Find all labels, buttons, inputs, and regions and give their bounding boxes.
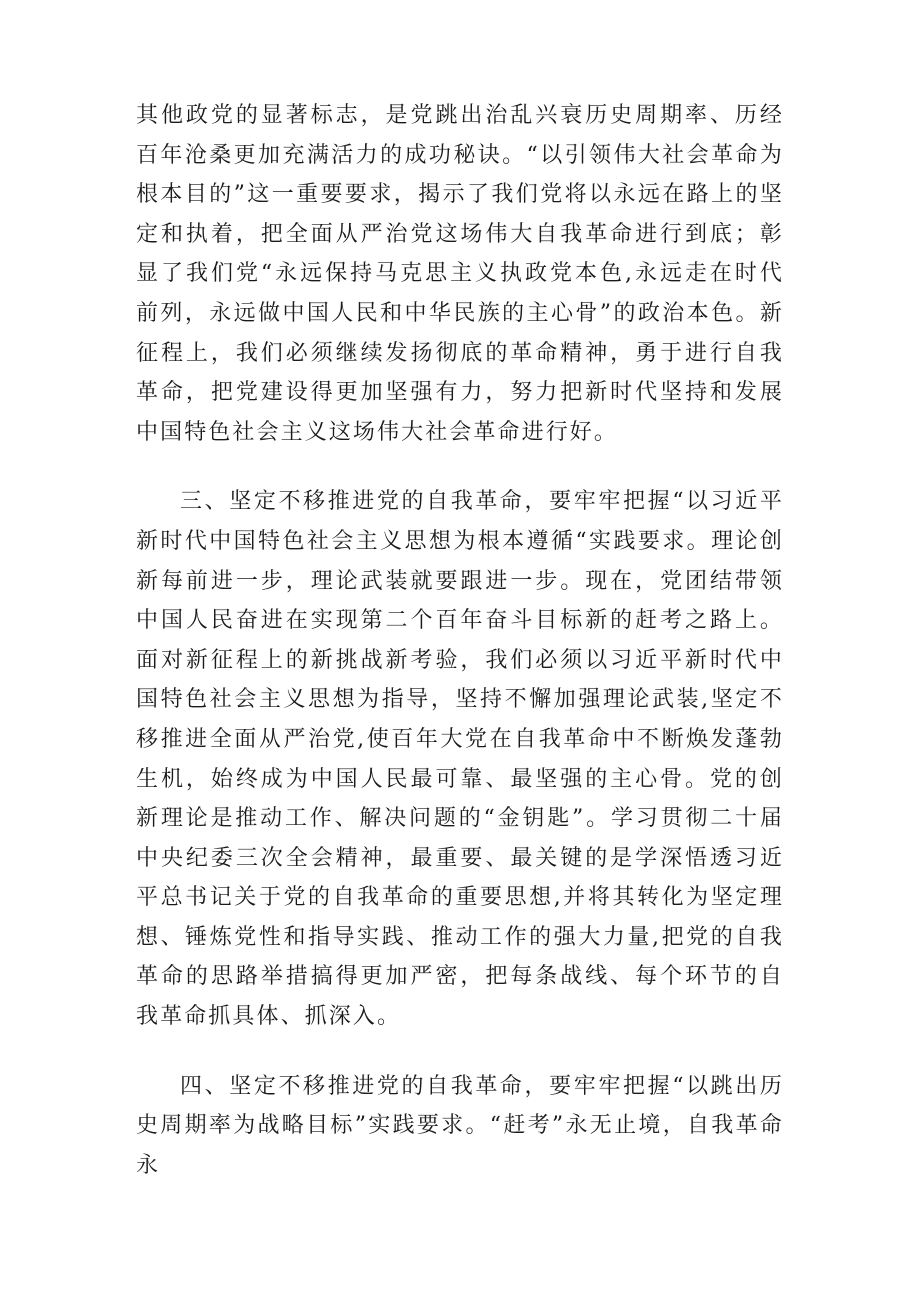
paragraph-section-four: 四、坚定不移推进党的自我革命，要牢牢把握“以跳出历史周期率为战略目标”实践要求。“赶考”永无止境，自我革命永 bbox=[136, 1073, 784, 1178]
paragraph-section-three: 三、坚定不移推进党的自我革命，要牢牢把握“以习近平新时代中国特色社会主义思想为根本遵循“实践要求。理论创新每前进一步，理论武装就要跟进一步。现在，党团结带领中国人民奋进在实现第二个百年奋斗目标新的赶考之路上。面对新征程上的新挑战新考验，我们必须以习近平新时代中国特色社会主义思想为指导，坚持不懈加强理论武装,坚定不移推进全面从严治党,使百年大党在自我革命中不断焕发蓬勃生机，始终成为中国人民最可靠、最坚强的主心骨。党的创新理论是推动工作、解决问题的“金钥匙”。学习贯彻二十届中央纪委三次全会精神，最重要、最关键的是学深悟透习近平总书记关于党的自我革命的重要思想,并将其转化为坚定理想、锤炼党性和指导实践、推动工作的强大力量,把党的自我革命的思路举措搞得更加严密，把每条战线、每个环节的自我革命抓具体、抓深入。 bbox=[136, 489, 784, 1030]
paragraph-gap bbox=[136, 452, 784, 482]
document-body bbox=[136, 96, 784, 1185]
paragraph-continued: 其他政党的显著标志，是党跳出治乱兴衰历史周期率、历经百年沧桑更加充满活力的成功秘诀。“以引领伟大社会革命为根本目的”这一重要要求，揭示了我们党将以永远在路上的坚定和执着，把全面从严治党这场伟大自我革命进行到底；彰显了我们党“永远保持马克思主义执政党本色,永远走在时代前列，永远做中国人民和中华民族的主心骨”的政治本色。新征程上，我们必须继续发扬彻底的革命精神，勇于进行自我革命，把党建设得更加坚强有力，努力把新时代坚持和发展中国特色社会主义这场伟大社会革命进行好。 bbox=[136, 103, 784, 445]
paragraph-gap bbox=[136, 1037, 784, 1067]
